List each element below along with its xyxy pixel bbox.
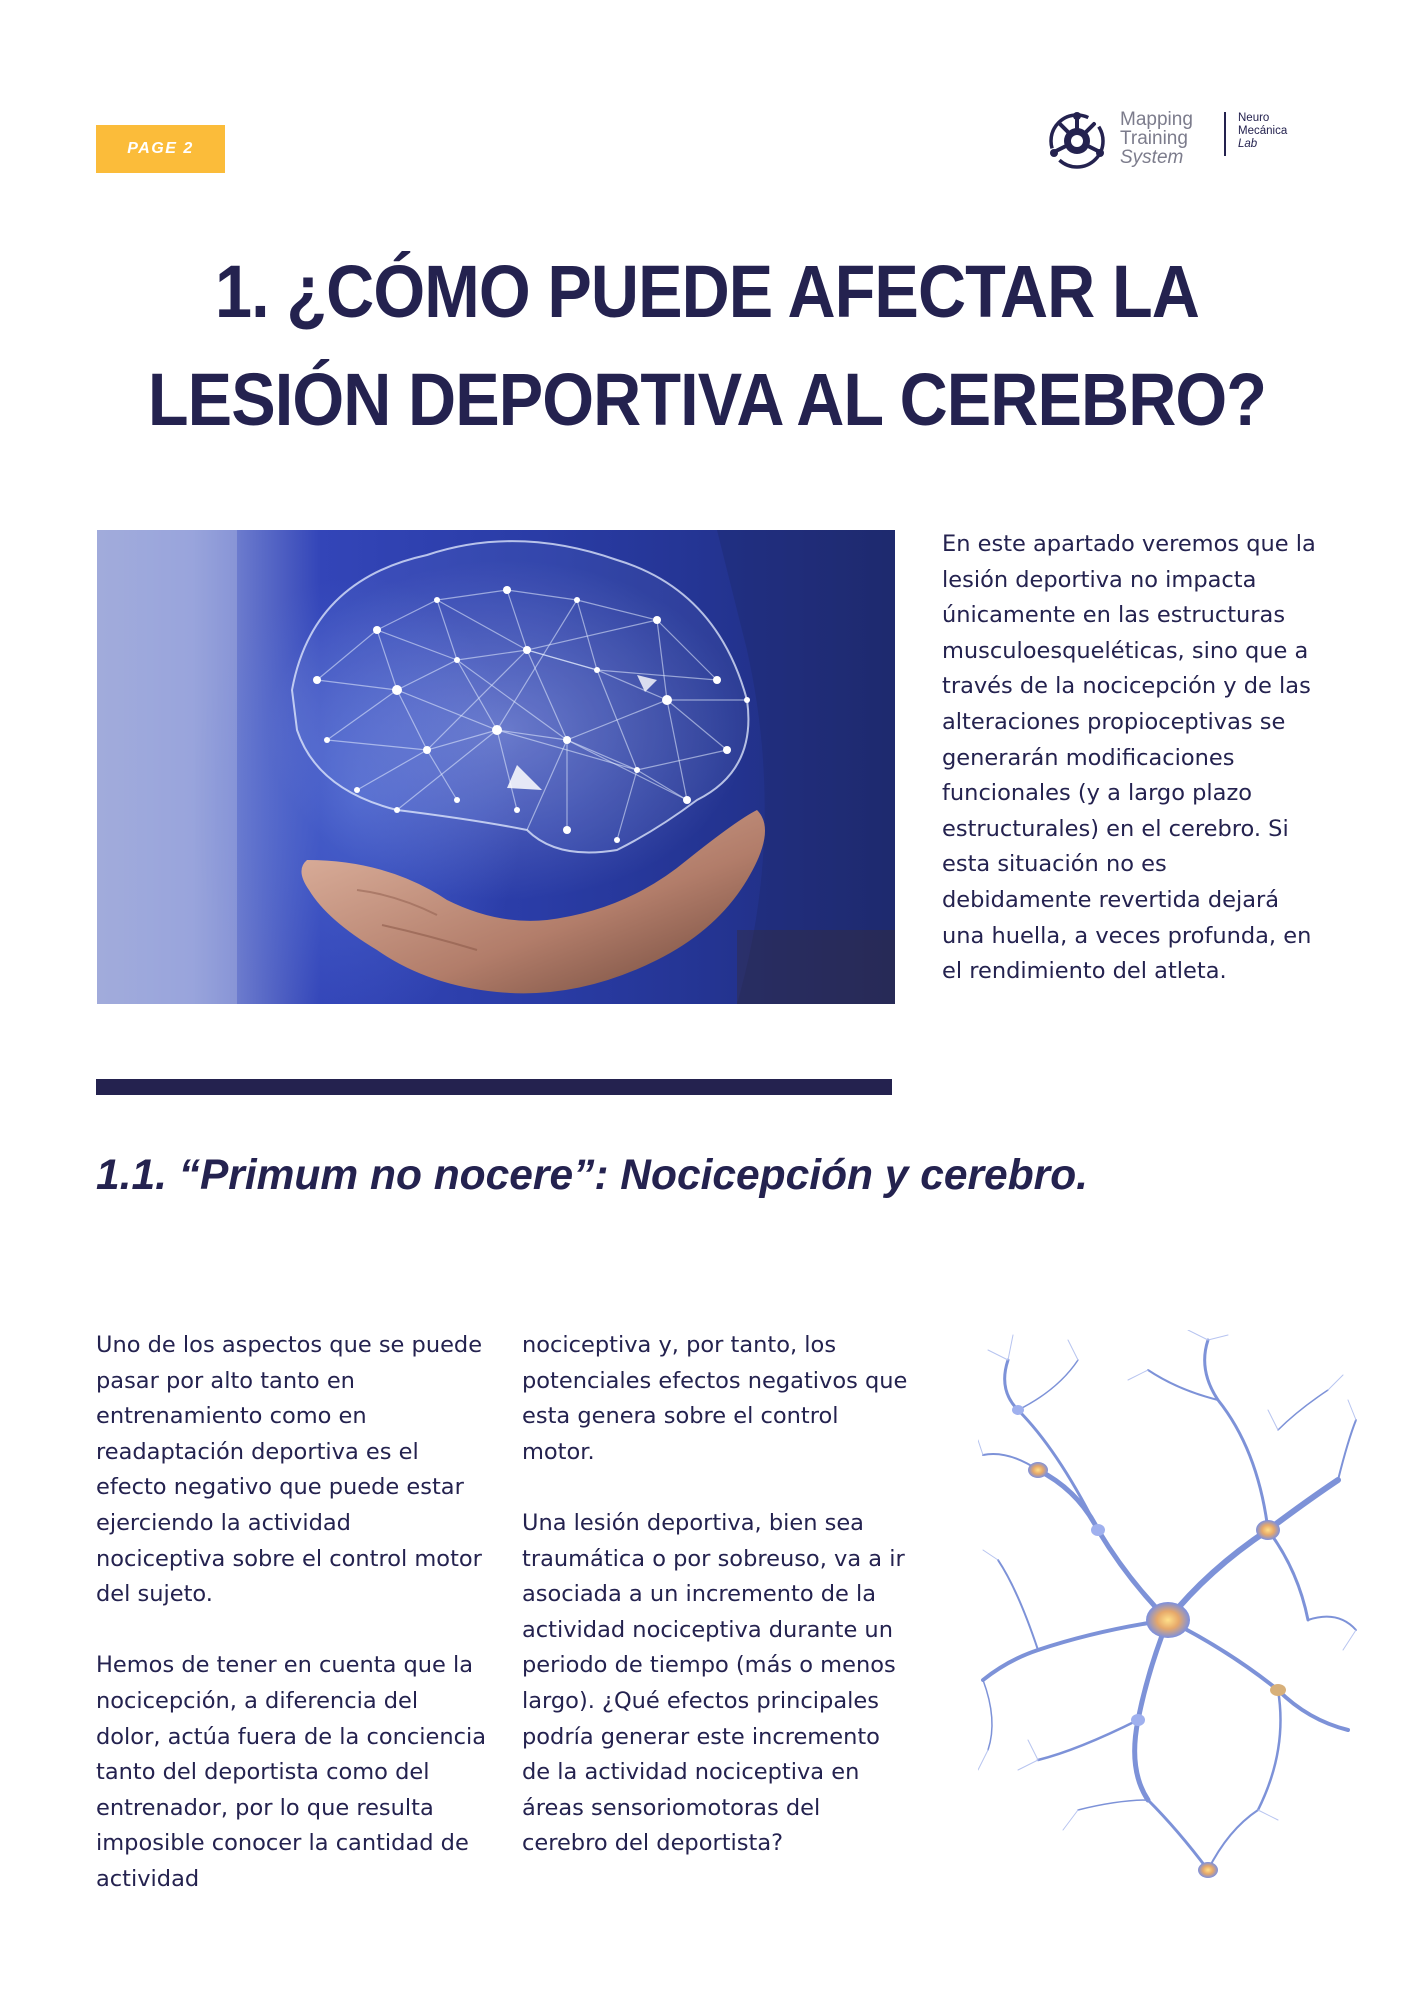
logo-wordmark	[1120, 110, 1193, 167]
hand-holding-network-brain-photo	[97, 530, 895, 1004]
paragraph: nociceptiva y, por tanto, los potenciales efectos negativos que esta genera sobre el control motor.	[522, 1332, 908, 1465]
page-badge-label: PAGE 2	[127, 140, 194, 157]
logo-name-line2: Training	[1120, 128, 1188, 149]
intro-paragraph: En este apartado veremos que la lesión deportiva no impacta únicamente en las estructuras musculoesqueléticas, sino que a través de la nocicepción y de las alteraciones propioceptivas se generarán modificaciones funcionales (y a largo plazo estructurales) en el cerebro. Si esta situación no es debidamente revertida dejará una huella, a veces profunda, en el rendimiento del atleta.	[942, 531, 1316, 985]
logo-name-line3: System	[1120, 147, 1184, 168]
logo-lab-line1: Neuro	[1238, 112, 1270, 124]
paragraph: Uno de los aspectos que se puede pasar por alto tanto en entrenamiento como en readaptación deportiva es el efecto negativo que puede estar ejerciendo la actividad nociceptiva sobre el control motor del sujeto.	[96, 1332, 483, 1608]
neurons-illustration	[978, 1330, 1358, 1882]
brain-network-icon	[1046, 110, 1108, 172]
text-column-1	[96, 1328, 486, 1933]
logo-divider	[1224, 112, 1226, 156]
logo	[1046, 108, 1306, 174]
page-title	[60, 238, 1354, 454]
section-divider	[96, 1079, 892, 1095]
section-heading: 1.1. “Primum no nocere”: Nocicepción y cerebro.	[96, 1152, 1088, 1199]
paragraph: Hemos de tener en cuenta que la nocicepción, a diferencia del dolor, actúa fuera de la conciencia tanto del deportista como del entrenador, por lo que resulta imposible conocer la cantidad de actividad	[96, 1652, 487, 1892]
logo-lab-line3: Lab	[1238, 138, 1258, 150]
page-title-line1: 1. ¿CÓMO PUEDE AFECTAR LA	[215, 250, 1199, 333]
logo-name-line1: Mapping	[1120, 109, 1193, 130]
text-column-2	[522, 1328, 912, 1898]
logo-lab-line2: Mecánica	[1238, 125, 1288, 137]
logo-lab-name	[1238, 112, 1287, 151]
paragraph: Una lesión deportiva, bien sea traumática o por sobreuso, va a ir asociada a un incremento de la actividad nociceptiva durante un periodo de tiempo (más o menos largo). ¿Qué efectos principales podría generar este incremento de la actividad nociceptiva en áreas sensoriomotoras del cerebro del deportista?	[522, 1509, 905, 1857]
page-badge	[96, 125, 225, 173]
page-title-line2: LESIÓN DEPORTIVA AL CEREBRO?	[147, 358, 1267, 441]
